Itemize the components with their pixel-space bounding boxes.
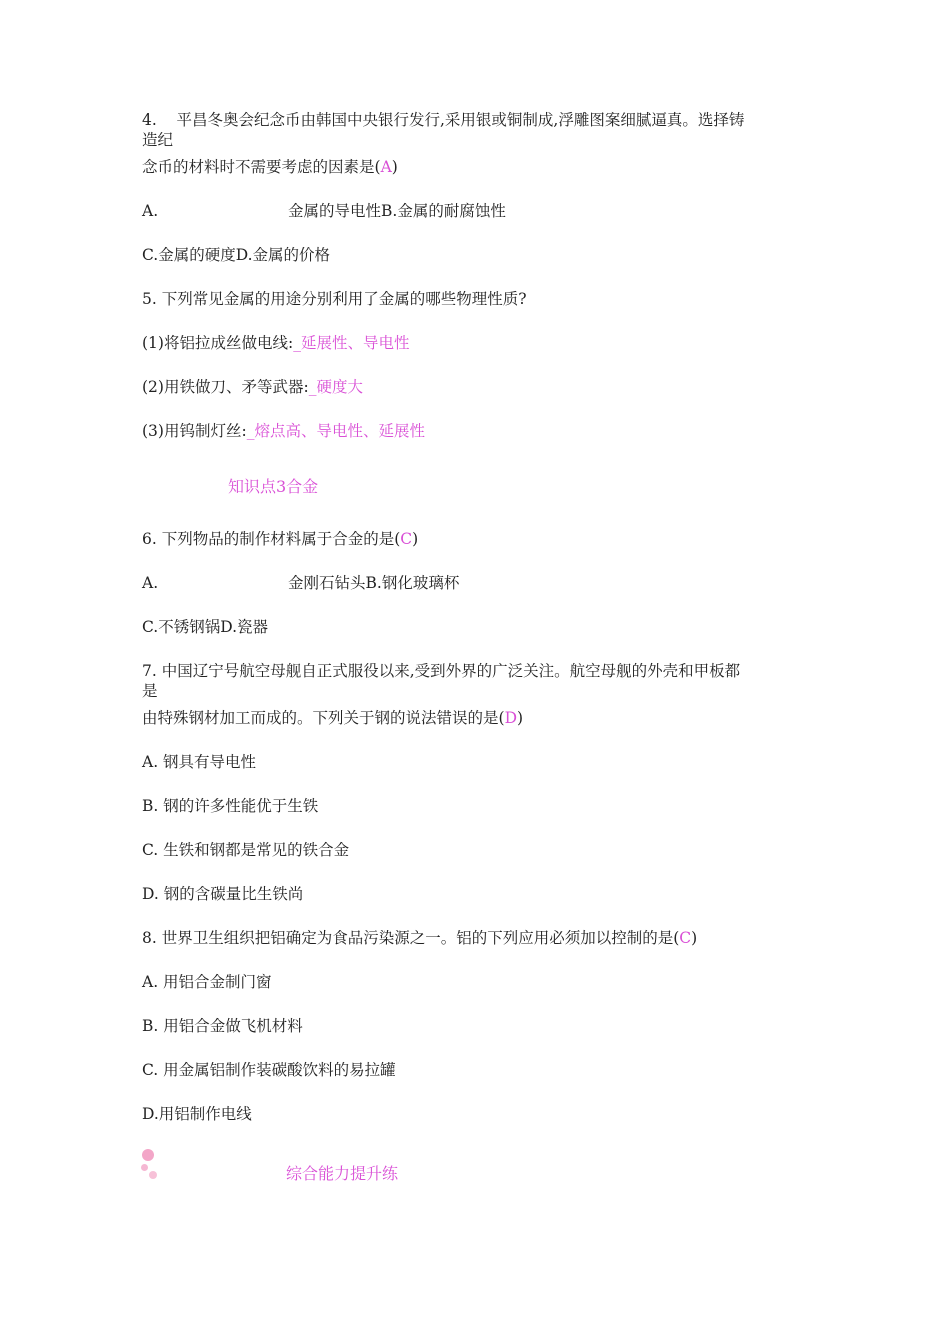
q7-option-b: B. 钢的许多性能优于生铁 [142,797,319,815]
q5-part1 [142,333,409,353]
q5-part2-answer: _硬度大 [308,378,363,396]
q7-answer: D [504,709,517,727]
q7-option-c: C. 生铁和钢都是常见的铁合金 [142,841,350,859]
q7-option-a: A. 钢具有导电性 [142,753,257,771]
q6-answer: C [400,530,413,548]
q4-option-cd: C.金属的硬度D.金属的价格 [142,246,331,264]
q7-close-paren: ) [517,709,524,727]
decor-dot-medium [149,1171,157,1179]
q8-close-paren: ) [691,929,698,947]
decor-dot-small [141,1164,148,1171]
q8-answer: C [679,929,692,947]
q4-answer: A [380,158,392,176]
q5-part1-prompt: (1)将铝拉成丝做电线: [142,334,294,352]
section-heading-comprehensive: 综合能力提升练 [286,1164,399,1183]
q6-option-a [142,573,460,593]
q5-part3-prompt: (3)用钨制灯丝: [142,422,247,440]
q6-option-a-text: 金刚石钻头B.钢化玻璃杯 [288,574,460,592]
q8-option-a: A. 用铝合金制门窗 [142,973,272,991]
q5-part2-prompt: (2)用铁做刀、矛等武器: [142,378,309,396]
q4-option-a-text: 金属的导电性B.金属的耐腐蚀性 [288,202,506,220]
decorative-dots-icon [140,1147,164,1183]
q8-option-b: B. 用铝合金做飞机材料 [142,1017,303,1035]
q4-option-a [142,201,506,221]
q4-option-a-label: A. [142,202,159,220]
section-heading-knowledge-3: 知识点3合金 [228,477,319,496]
q8-option-d: D.用铝制作电线 [142,1105,252,1123]
q5-part1-answer: _延展性、导电性 [293,334,410,352]
q6-stem [142,529,418,549]
q4-stem-line2 [142,157,398,177]
q4-stem-line1: 4. 平昌冬奥会纪念币由韩国中央银行发行,采用银或铜制成,浮雕图案细腻逼真。选择铸 [142,111,745,129]
q5-part3-answer: _熔点高、导电性、延展性 [246,422,425,440]
q6-option-a-label: A. [142,574,159,592]
q7-option-d: D. 钢的含碳量比生铁尚 [142,885,304,903]
q5-part3 [142,421,425,441]
q5-part2 [142,377,363,397]
q8-stem [142,928,697,948]
q4-close-paren: ) [391,158,398,176]
q7-stem-line1: 7. 中国辽宁号航空母舰自正式服役以来,受到外界的广泛关注。航空母舰的外壳和甲板都 [142,662,741,680]
q7-stem-line1-wrap: 是 [142,682,158,700]
q7-stem-line2 [142,708,523,728]
q6-close-paren: ) [412,530,419,548]
q6-option-cd: C.不锈钢锅D.瓷器 [142,618,269,636]
q4-stem-line1-wrap: 造纪 [142,131,174,149]
q8-option-c: C. 用金属铝制作装碳酸饮料的易拉罐 [142,1061,396,1079]
q6-stem-text: 6. 下列物品的制作材料属于合金的是( [142,530,401,548]
q5-stem: 5. 下列常见金属的用途分别利用了金属的哪些物理性质? [142,290,527,308]
q4-stem-text: 念币的材料时不需要考虑的因素是( [142,158,381,176]
q7-stem-text: 由特殊钢材加工而成的。下列关于钢的说法错误的是( [142,709,505,727]
decor-dot-large [142,1149,154,1161]
q8-stem-text: 8. 世界卫生组织把铝确定为食品污染源之一。铝的下列应用必须加以控制的是( [142,929,680,947]
